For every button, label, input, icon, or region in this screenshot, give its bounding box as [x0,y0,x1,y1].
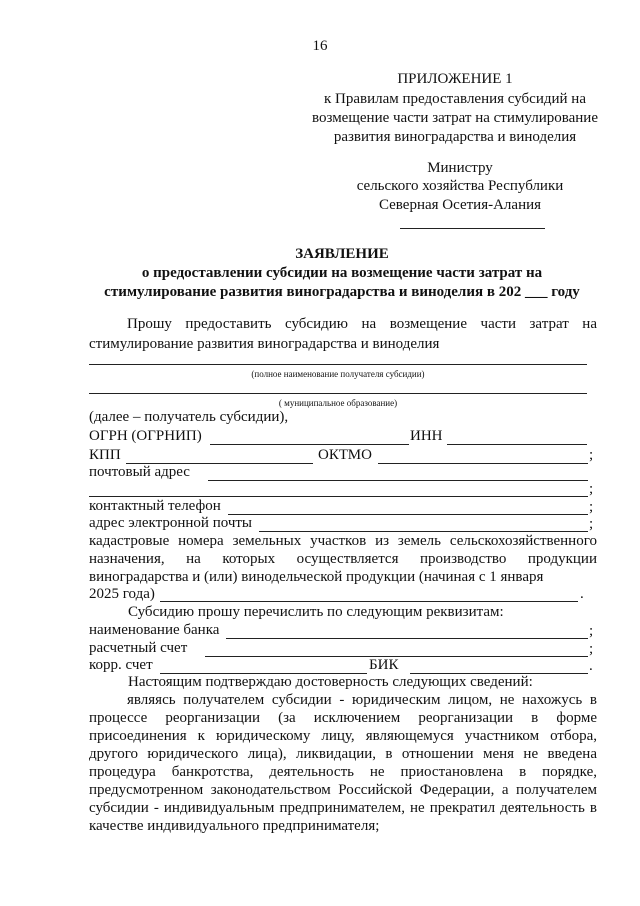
document-subtitle-line: стимулирование развития виноградарства и виноделия в 202 ___ году [104,284,580,300]
recipient-name-line[interactable] [89,364,587,365]
inn-field[interactable] [447,444,587,445]
municipality-caption: ( муниципальное образование) [278,398,398,408]
bank-name-label: наименование банка [89,622,220,638]
postal-field[interactable] [208,480,588,481]
confirm-line: процессе реорганизации (за исключением реорганизации в форме [89,710,597,726]
appendix-line: развития виноградарства и виноделия [333,129,577,145]
email-field[interactable] [259,531,588,532]
document-subtitle-line: о предоставлении субсидии на возмещение части затрат на [141,265,543,281]
appendix-line: к Правилам предоставления субсидий на [323,91,586,107]
postal-field-continued[interactable] [89,496,588,497]
addressee-line: Министру [427,160,493,176]
document-title: ЗАЯВЛЕНИЕ [295,246,389,262]
oktmo-field[interactable] [378,463,588,464]
punct: ; [589,641,594,657]
confirm-line: предусмотренном законодательством Российской Федерации, а получателем [89,782,597,798]
cadastral-line: назначения, на которых осуществляется производство продукции [89,551,597,567]
corr-account-label: корр. счет [89,657,153,673]
bank-intro: Субсидию прошу перечислить по следующим реквизитам: [128,604,504,620]
addressee-line: сельского хозяйства Республики [356,178,564,194]
ogrn-label: ОГРН (ОГРНИП) [89,428,202,444]
confirm-line: качестве индивидуального предпринимателя; [89,818,380,834]
appendix-title: ПРИЛОЖЕНИЕ 1 [397,71,513,87]
phone-label: контактный телефон [89,498,221,514]
confirm-line: являясь получателем субсидии - юридическим лицом, не нахожусь в [127,692,597,708]
postal-label: почтовый адрес [89,464,190,480]
oktmo-label: ОКТМО [318,447,372,463]
hereinafter-text: (далее – получатель субсидии), [89,409,289,425]
account-label: расчетный счет [89,640,188,656]
page-number: 16 [312,38,328,54]
appendix-line: возмещение части затрат на стимулирование [312,110,598,126]
email-label: адрес электронной почты [89,515,253,531]
punct: ; [589,481,594,497]
punct: ; [589,499,594,515]
punct: ; [589,516,594,532]
confirm-line: субсидии - индивидуальным предпринимателем, не прекратил деятельность в [89,800,597,816]
addressee-line: Северная Осетия-Алания [378,197,542,213]
cadastral-field[interactable] [160,601,578,602]
request-line: Прошу предоставить субсидию на возмещение части затрат на [127,316,597,332]
ogrn-field[interactable] [210,444,409,445]
confirm-line: другого юридического лица), ликвидации, в отношении меня не введена [89,746,597,762]
municipality-line[interactable] [89,393,587,394]
cadastral-line: виноградарства и (или) винодельческой продукции (начиная с 1 января [89,569,544,585]
punct: ; [589,623,594,639]
confirm-line: процедура банкротства, деятельность не приостановлена в порядке, [89,764,597,780]
confirm-intro: Настоящим подтверждаю достоверность следующих сведений: [128,674,533,690]
punct: . [580,586,584,602]
confirm-line: присоединения к юридическому лицу, являющемуся участником отбора, [89,728,597,744]
cadastral-line: 2025 года) [89,586,155,602]
request-line: стимулирование развития виноградарства и виноделия [89,336,440,352]
bik-label: БИК [369,657,399,673]
punct: ; [589,447,594,463]
inn-label: ИНН [410,428,443,444]
kpp-label: КПП [89,447,121,463]
cadastral-line: кадастровые номера земельных участков из земель сельскохозяйственного [89,533,597,549]
bank-name-field[interactable] [226,638,588,639]
recipient-name-caption: (полное наименование получателя субсидии) [251,369,425,379]
phone-field[interactable] [228,514,588,515]
addressee-signature-line[interactable] [400,228,545,229]
punct: . [589,658,593,674]
